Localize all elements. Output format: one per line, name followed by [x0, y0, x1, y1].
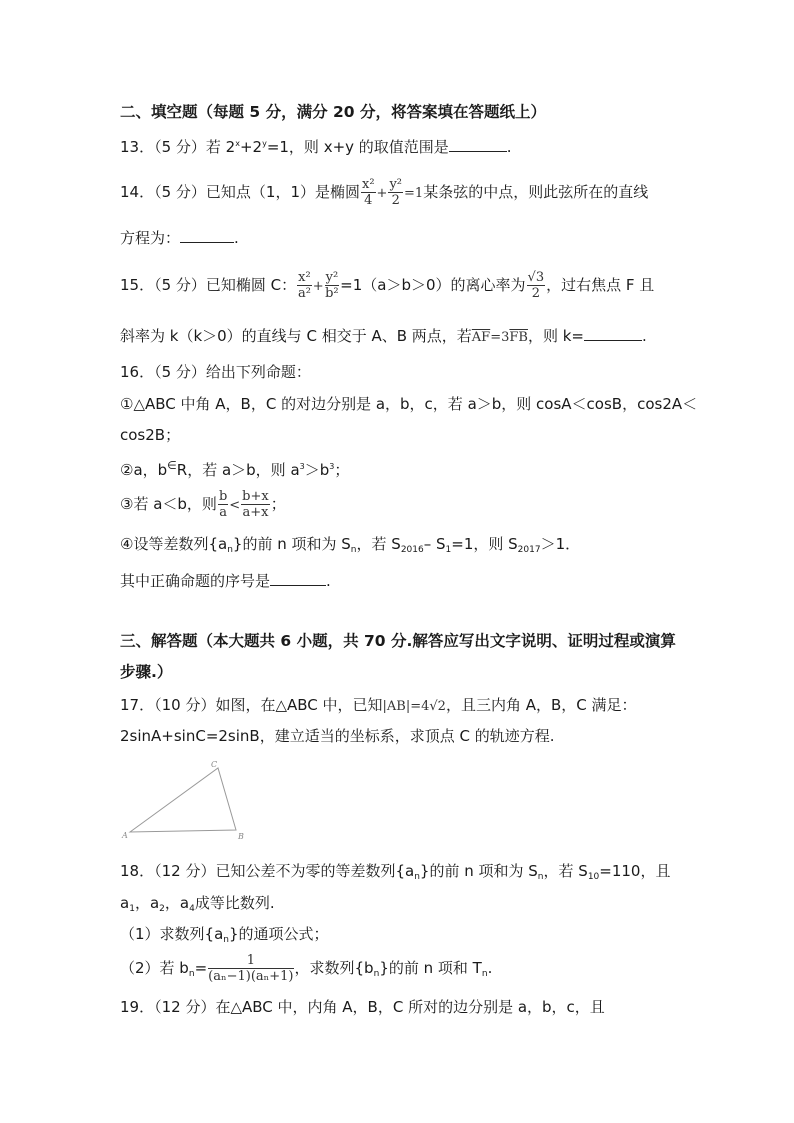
- length-expression: |AB|=4√2: [382, 699, 446, 714]
- proposition-4: ④设等差数列$\{a_n\}$的前 n 项和为 $S_n$，若 $S_{2016}-$ $S_1=1$，则 $S_{2017}>1$．: [120, 535, 581, 555]
- question-17-line-2: 2sinA+sinC=2sinB，建立适当的坐标系，求顶点 C 的轨迹方程.: [120, 727, 555, 745]
- question-14-line-2: 方程为： .: [120, 229, 239, 247]
- proposition-3: ③若 a＜b，则 $\frac{b}{a}$ < $\frac{b+x}{a+x}$ ；: [120, 489, 286, 520]
- triangle-abc: [130, 768, 236, 832]
- vector-fb: $\overline{FB}$: [509, 330, 528, 345]
- question-15-line-2: 斜率为 k（k＞0）的直线与 C 相交于 A、B 两点，若$\overline{AF}=3\overline{FB}$，则 k= .: [120, 327, 647, 345]
- question-18-part-1: （1）求数列$\{a_n\}$的通项公式；: [120, 925, 329, 945]
- fraction: $\frac{b}{a}$: [218, 489, 228, 520]
- vertex-b-label: B: [238, 832, 244, 840]
- section-3-heading-line-2: 步骤.）: [120, 663, 173, 681]
- question-13: 13．（5 分）若 $2^x+2^y=1$，则 x+y 的取值范围是 .: [120, 138, 512, 156]
- section-2-heading: 二、填空题（每题 5 分，满分 20 分，将答案填在答题纸上）: [120, 103, 546, 121]
- fraction: $\frac{\text{x²}}{4}$: [362, 177, 375, 208]
- vertex-c-label: C: [211, 760, 218, 769]
- proposition-1-line-1: ①△ABC 中角 A，B，C 的对边分别是 a，b，c，若 a＞b，则 cosA＜cosB，cos2A＜: [120, 395, 698, 413]
- fraction: $\frac{\text{x²}}{\text{a²}}$: [297, 270, 311, 301]
- section-3-heading-line-1: 三、解答题（本大题共 6 小题，共 70 分.解答应写出文字说明、证明过程或演算: [120, 632, 676, 650]
- fraction: $\frac{\text{y²}}{2}$: [389, 177, 403, 208]
- question-15-line-1: 15．（5 分）已知椭圆 C： $\frac{\text{x²}}{\text{a²}}$ + $\frac{\text{y²}}{\text{b²}}$ =1（a＞b＞0）的离心率为 $\frac{√3}{2}$ ，过右焦点 F 且: [120, 270, 655, 301]
- proposition-2: ②a，b∈R，若 a＞b，则 $a^3>b^3$；: [120, 459, 350, 479]
- question-16-stem: 16．（5 分）给出下列命题：: [120, 363, 311, 381]
- vector-af: $\overline{AF}$: [471, 330, 491, 345]
- fraction: $\frac{√3}{2}$: [527, 270, 545, 301]
- triangle-figure: [118, 760, 258, 840]
- question-14-line-1: 14．（5 分）已知点（1，1）是椭圆 $\frac{\text{x²}}{4}$ + $\frac{\text{y²}}{2}$ =1某条弦的中点，则此弦所在的直线: [120, 177, 649, 208]
- answer-blank[interactable]: [584, 326, 642, 341]
- question-19-line-1: 19．（12 分）在△ABC 中，内角 A，B，C 所对的边分别是 a，b，c，且: [120, 998, 605, 1016]
- question-18-part-2: （2）若 $b_n=$ $\frac{1}{\text{(aₙ−1)(aₙ+1)}}$ ，求数列$\{b_n\}$的前 n 项和 $T_n$.: [120, 953, 493, 984]
- proposition-1-line-2: cos2B；: [120, 426, 181, 444]
- question-18-line-2: $a_1$，$a_2$，$a_4$成等比数列.: [120, 894, 275, 914]
- question-18-line-1: 18．（12 分）已知公差不为零的等差数列$\{a_n\}$的前 n 项和为 $S_n$，若 $S_{10}=110$，且: [120, 862, 671, 882]
- question-17-line-1: 17．（10 分）如图，在△ABC 中，已知|AB|=4√2，且三内角 A，B，C 满足：: [120, 696, 637, 714]
- question-16-answer: 其中正确命题的序号是 .: [120, 572, 331, 590]
- answer-blank[interactable]: [270, 571, 326, 586]
- fraction: $\frac{\text{y²}}{\text{b²}}$: [325, 270, 339, 301]
- fraction: $\frac{1}{\text{(aₙ−1)(aₙ+1)}}$: [208, 953, 294, 984]
- vertex-a-label: A: [122, 831, 128, 840]
- fraction: $\frac{b+x}{a+x}$: [242, 489, 269, 520]
- answer-blank[interactable]: [449, 137, 507, 152]
- answer-blank[interactable]: [180, 228, 234, 243]
